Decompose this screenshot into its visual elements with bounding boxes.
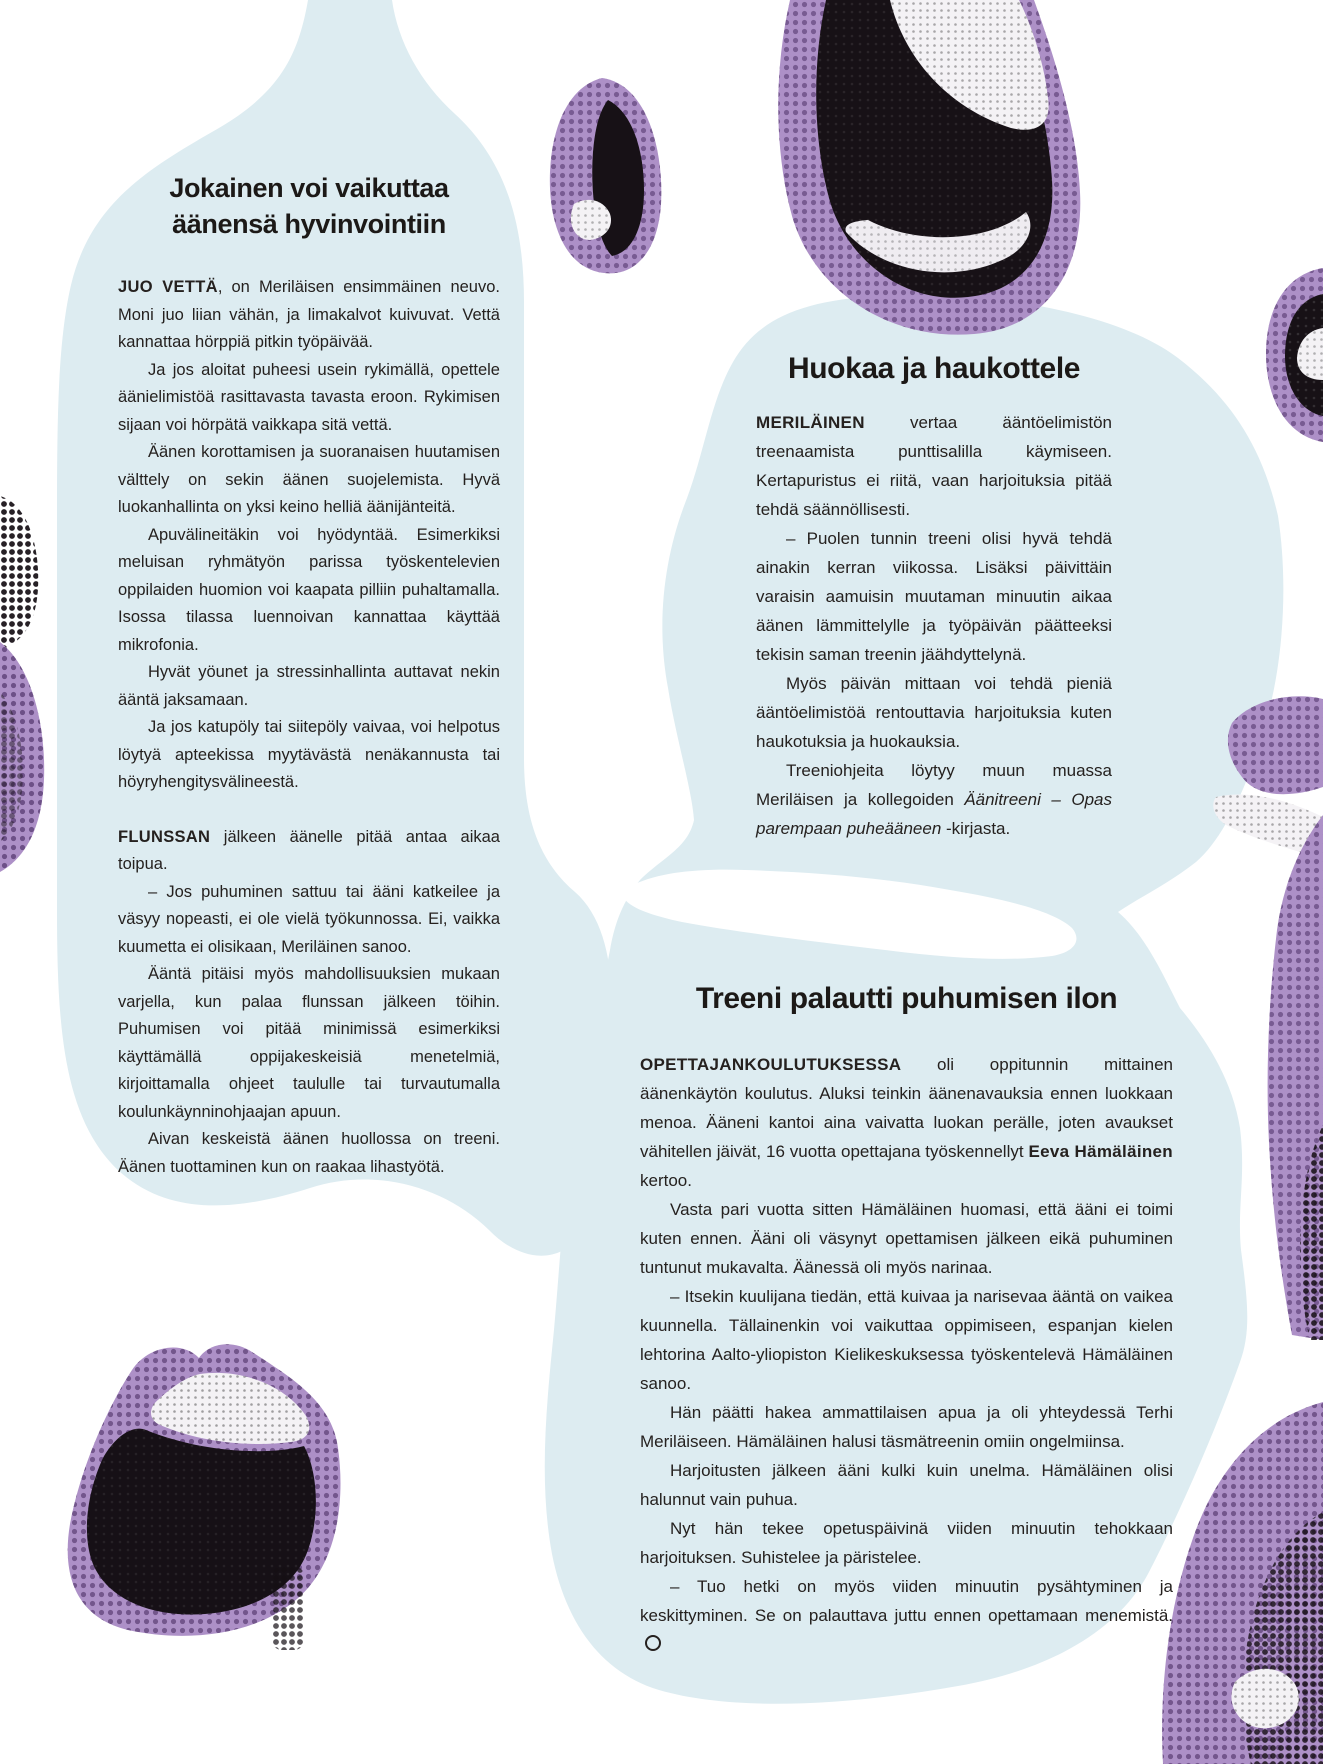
paragraph: – Puolen tunnin treeni olisi hyvä tehdä ainakin kerran viikossa. Lisäksi päivittäin varaisin aamuisin muutaman minuutin aikaa äänen lämmittelylle ja työpäivän päätteeksi tekisin saman treenin jäähdyttelynä. bbox=[756, 529, 1112, 664]
halftone-dots-bottom-center bbox=[272, 1566, 308, 1654]
section-body-huokaa bbox=[756, 408, 1112, 843]
section-body-voice-care bbox=[118, 274, 500, 1181]
bold-lead-in: Eeva Hämäläinen bbox=[1028, 1142, 1173, 1161]
section-heading-voice-care bbox=[118, 170, 500, 242]
mouth-illustration-right-upper bbox=[1262, 266, 1323, 446]
bold-lead-in: JUO VETTÄ bbox=[118, 278, 218, 296]
section-heading-treeni: Treeni palautti puhumisen ilon bbox=[695, 982, 1118, 1015]
mouth-illustration-top-center bbox=[540, 72, 668, 276]
paragraph: Harjoitusten jälkeen ääni kulki kuin unelma. Hämäläinen olisi halunnut vain puhua. bbox=[640, 1461, 1173, 1509]
heading-line: Jokainen voi vaikuttaa bbox=[169, 173, 449, 203]
section-heading-huokaa: Huokaa ja haukottele bbox=[787, 352, 1081, 385]
paragraph: Hän päätti hakea ammattilaisen apua ja oli yhteydessä Terhi Meriläiseen. Hämäläinen halusi täsmätreenin omiin ongelmiinsa. bbox=[640, 1403, 1173, 1451]
bold-lead-in: OPETTAJANKOULUTUKSESSA bbox=[640, 1055, 902, 1074]
paragraph: FLUNSSAN jälkeen äänelle pitää antaa aikaa toipua. bbox=[118, 827, 500, 873]
paragraph: Ja jos katupöly tai siitepöly vaivaa, voi helpotus löytyä apteekissa myytävästä nenäkannusta tai höyryhengitysvälineestä. bbox=[118, 718, 500, 791]
heading-line: äänensä hyvinvointiin bbox=[172, 209, 446, 239]
italic-title: Äänitreeni – Opas parempaan puheääneen bbox=[756, 790, 1112, 838]
paragraph: Ja jos aloitat puheesi usein rykimällä, opettele äänielimistöä rasittavasta tavasta eroon. Rykimisen sijaan voi hörpätä vaikkapa sitä vettä. bbox=[118, 360, 500, 434]
mouth-illustration-right-middle bbox=[1150, 695, 1323, 1340]
paragraph: Nyt hän tekee opetuspäivinä viiden minuutin tehokkaan harjoituksen. Suhistelee ja päristelee. bbox=[640, 1519, 1173, 1567]
paragraph: – Tuo hetki on myös viiden minuutin pysähtyminen ja keskittyminen. Se on palauttava juttu ennen opettamaan menemistä. bbox=[640, 1572, 1173, 1659]
paragraph: OPETTAJANKOULUTUKSESSA oli oppitunnin mittainen äänenkäytön koulutus. Aluksi teinkin äänenavauksia ennen luokkaan menoa. Ääneni kantoi aina vaivatta luokan perälle, joten avaukset vähitellen jäivät, 16 vuotta opettajana työskennellyt Eeva Hämäläinen kertoo. bbox=[640, 1055, 1173, 1190]
paragraph: Ääntä pitäisi myös mahdollisuuksien mukaan varjella, kun palaa flunssan jälkeen töihin. Puhumisen voi pitää minimissä esimerkiksi käyttämällä oppijakeskeisiä menetelmiä, kirjoittamalla ohjeet taululle tai turvautumalla koulunkäynninohjaajan apuun. bbox=[118, 965, 500, 1121]
paragraph: Apuvälineitäkin voi hyödyntää. Esimerkiksi meluisan ryhmätyön parissa työskentelevien oppilaiden huomion voi kaapata pilliin puhaltamalla. Isossa tilassa luennoivan kannattaa käyttää mikrofonia. bbox=[118, 525, 500, 654]
paragraph: Aivan keskeistä äänen huollossa on treeni. Äänen tuottaminen kun on raakaa lihastyötä. bbox=[118, 1130, 500, 1176]
paragraph: – Jos puhuminen sattuu tai ääni katkeilee ja väsyy nopeasti, ei ole vielä työkunnossa. Ei, vaikka kuumetta ei olisikaan, Meriläinen sanoo. bbox=[118, 882, 500, 956]
paragraph: Hyvät yöunet ja stressinhallinta auttavat nekin ääntä jaksamaan. bbox=[118, 663, 500, 709]
section-body-treeni bbox=[640, 1050, 1173, 1659]
mouth-illustration-top-right bbox=[728, 0, 1090, 342]
paragraph: Vasta pari vuotta sitten Hämäläinen huomasi, että ääni ei toimi kuten ennen. Ääni oli väsynyt opettamisen jälkeen eikä puhuminen tuntunut mukavalta. Äänessä oli myös narinaa. bbox=[640, 1200, 1173, 1277]
section-voice-care bbox=[118, 170, 500, 1181]
paragraph: Myös päivän mittaan voi tehdä pieniä ääntöelimistöä rentouttavia harjoituksia kuten haukotuksia ja huokauksia. bbox=[756, 674, 1112, 751]
bold-lead-in: MERILÄINEN bbox=[756, 413, 865, 432]
section-treeni bbox=[640, 982, 1173, 1659]
end-of-article-mark bbox=[645, 1635, 661, 1651]
paragraph: – Itsekin kuulijana tiedän, että kuivaa ja narisevaa ääntä on vaikea kuunnella. Tällainenkin voi vaikuttaa oppimiseen, espanjan kielen lehtorina Aalto-yliopiston Kielikeskuksessa työskentelevä Hämäläinen sanoo. bbox=[640, 1287, 1173, 1393]
paragraph: MERILÄINEN vertaa ääntöelimistön treenaamista punttisalilla käymiseen. Kertapuristus ei riitä, vaan harjoituksia pitää tehdä säännöllisesti. bbox=[756, 413, 1112, 519]
halftone-decor-left-edge bbox=[0, 492, 50, 874]
bold-lead-in: FLUNSSAN bbox=[118, 827, 211, 846]
paragraph: Treeniohjeita löytyy muun muassa Meriläisen ja kollegoiden Äänitreeni – Opas parempaan puheääneen -kirjasta. bbox=[756, 761, 1112, 838]
section-huokaa bbox=[756, 352, 1112, 843]
paragraph: Äänen korottamisen ja suoranaisen huutamisen välttely on sekin äänen suojelemista. Hyvä luokanhallinta on yksi keino helliä äänijänteitä. bbox=[118, 443, 500, 516]
paragraph: JUO VETTÄ, on Meriläisen ensimmäinen neuvo. Moni juo liian vähän, ja limakalvot kuivuvat. Vettä kannattaa hörppiä pitkin työpäivää. bbox=[118, 278, 500, 351]
